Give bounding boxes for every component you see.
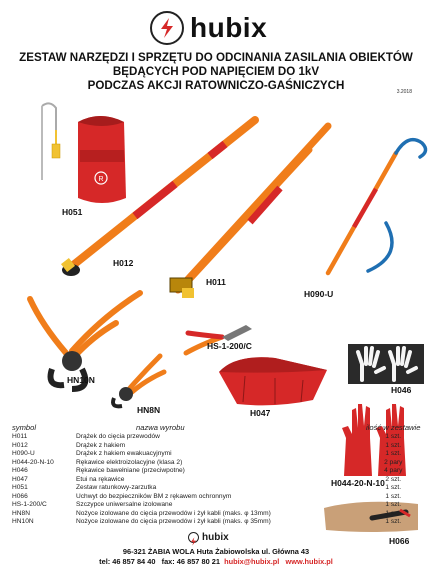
footer-address: 96-321 ŻABIA WOLA Huta Żabiowolska ul. Główna 43 bbox=[122, 547, 310, 556]
row-name: Szczypce uniwersalne izolowane bbox=[76, 501, 173, 508]
title-line-3: PODCZAS AKCJI RATOWNICZO-GAŚNICZYCH bbox=[87, 79, 345, 92]
row-name: Nożyce izolowane do cięcia przewodów i żył kabli (maks. φ 13mm) bbox=[76, 509, 271, 517]
title-line-1: ZESTAW NARZĘDZI I SPRZĘTU DO ODCINANIA ZASILANIA OBIEKTÓW bbox=[19, 51, 413, 64]
table-row bbox=[12, 484, 420, 493]
header-name: nazwa wyrobu bbox=[136, 423, 185, 432]
row-qty: 1 szt. bbox=[385, 450, 402, 457]
row-symbol: H047 bbox=[12, 475, 28, 483]
label-h04420n10: H044-20-N-10 bbox=[331, 478, 385, 488]
table-row bbox=[12, 518, 420, 527]
row-name: Drążek z hakiem ewakuacyjnymi bbox=[76, 450, 172, 457]
label-h011: H011 bbox=[206, 277, 226, 287]
row-name: Zestaw ratunkowy-zarzutka bbox=[76, 484, 157, 491]
row-qty: 2 pary bbox=[384, 458, 403, 466]
rescue-hook-image bbox=[300, 135, 432, 285]
label-h012: H012 bbox=[113, 258, 134, 268]
row-qty: 1 szt. bbox=[385, 509, 402, 517]
table-row bbox=[12, 459, 420, 468]
footer-fax: fax: 46 857 80 21 bbox=[161, 557, 220, 566]
row-symbol: H011 bbox=[12, 433, 28, 440]
row-name: Rękawice elektroizolacyjne (klasa 2) bbox=[76, 458, 183, 466]
row-symbol: H051 bbox=[12, 484, 28, 491]
header-qty: ilość w zestawie bbox=[366, 423, 421, 432]
row-qty: 4 pary bbox=[384, 467, 403, 474]
table-row bbox=[12, 476, 420, 485]
footer-brand-name: hubix bbox=[202, 532, 229, 543]
row-symbol: HS-1-200/C bbox=[12, 501, 47, 508]
brand-logo bbox=[150, 8, 267, 48]
table-row bbox=[12, 510, 420, 519]
label-hs1200c: HS-1-200/C bbox=[207, 341, 252, 351]
label-h066: H066 bbox=[389, 536, 410, 546]
label-h046: H046 bbox=[391, 385, 412, 395]
table-row bbox=[12, 450, 420, 459]
footer-logo bbox=[188, 532, 229, 543]
footer-tel: tel: 46 857 84 40 bbox=[99, 557, 156, 566]
row-name: Drążek do cięcia przewodów bbox=[76, 433, 160, 440]
row-name: Etui na rękawice bbox=[76, 475, 125, 483]
lightning-icon bbox=[150, 11, 184, 45]
row-qty: 1 szt. bbox=[385, 433, 402, 440]
row-symbol: HN8N bbox=[12, 509, 30, 517]
table-row bbox=[12, 433, 420, 442]
row-symbol: HN10N bbox=[12, 518, 34, 525]
svg-text:R: R bbox=[98, 176, 104, 183]
label-h047: H047 bbox=[250, 408, 271, 418]
brand-name: hubix bbox=[190, 12, 268, 43]
cotton-gloves-image bbox=[348, 344, 424, 390]
row-qty: 1 szt. bbox=[385, 492, 402, 500]
document-title bbox=[0, 51, 432, 93]
row-name: Rękawice bawełniane (przeciwpotne) bbox=[76, 467, 185, 474]
table-row bbox=[12, 467, 420, 476]
table-header bbox=[12, 423, 420, 433]
row-qty: 1 szt. bbox=[385, 501, 402, 508]
row-qty: 1 szt. bbox=[385, 484, 402, 491]
footer-email[interactable]: hubix@hubix.pl bbox=[224, 557, 280, 566]
glove-pouch-image bbox=[215, 352, 335, 412]
row-name: Nożyce izolowane do cięcia przewodów i żył kabli (maks. φ 35mm) bbox=[76, 518, 271, 525]
row-symbol: H046 bbox=[12, 467, 28, 474]
lightning-icon bbox=[188, 532, 199, 543]
row-qty: 2 szt. bbox=[385, 475, 402, 483]
row-symbol: H012 bbox=[12, 441, 28, 449]
header-symbol: symbol bbox=[12, 423, 37, 432]
revision-date: 3.2018 bbox=[396, 89, 412, 95]
title-line-2: BĘDĄCYCH POD NAPIĘCIEM DO 1kV bbox=[112, 65, 320, 78]
row-symbol: H090-U bbox=[12, 450, 35, 457]
label-h051: H051 bbox=[62, 207, 83, 217]
row-symbol: H044-20-N-10 bbox=[12, 458, 54, 466]
row-qty: 1 szt. bbox=[385, 441, 402, 449]
row-name: Uchwyt do bezpieczników BM z rękawem ochronnym bbox=[76, 492, 232, 500]
table-row bbox=[12, 501, 420, 510]
table-row bbox=[12, 442, 420, 451]
small-cable-cutter-image bbox=[100, 350, 170, 410]
row-qty: 1 szt. bbox=[385, 518, 402, 525]
label-hn10n: HN10N bbox=[67, 375, 95, 385]
table-row bbox=[12, 493, 420, 502]
label-h090u: H090-U bbox=[304, 289, 334, 299]
product-table bbox=[12, 423, 420, 527]
footer-contacts bbox=[0, 557, 432, 566]
label-hn8n: HN8N bbox=[137, 405, 161, 415]
row-symbol: H066 bbox=[12, 492, 28, 500]
footer-web[interactable]: www.hubix.pl bbox=[285, 557, 333, 566]
row-name: Drążek z hakiem bbox=[76, 441, 126, 449]
